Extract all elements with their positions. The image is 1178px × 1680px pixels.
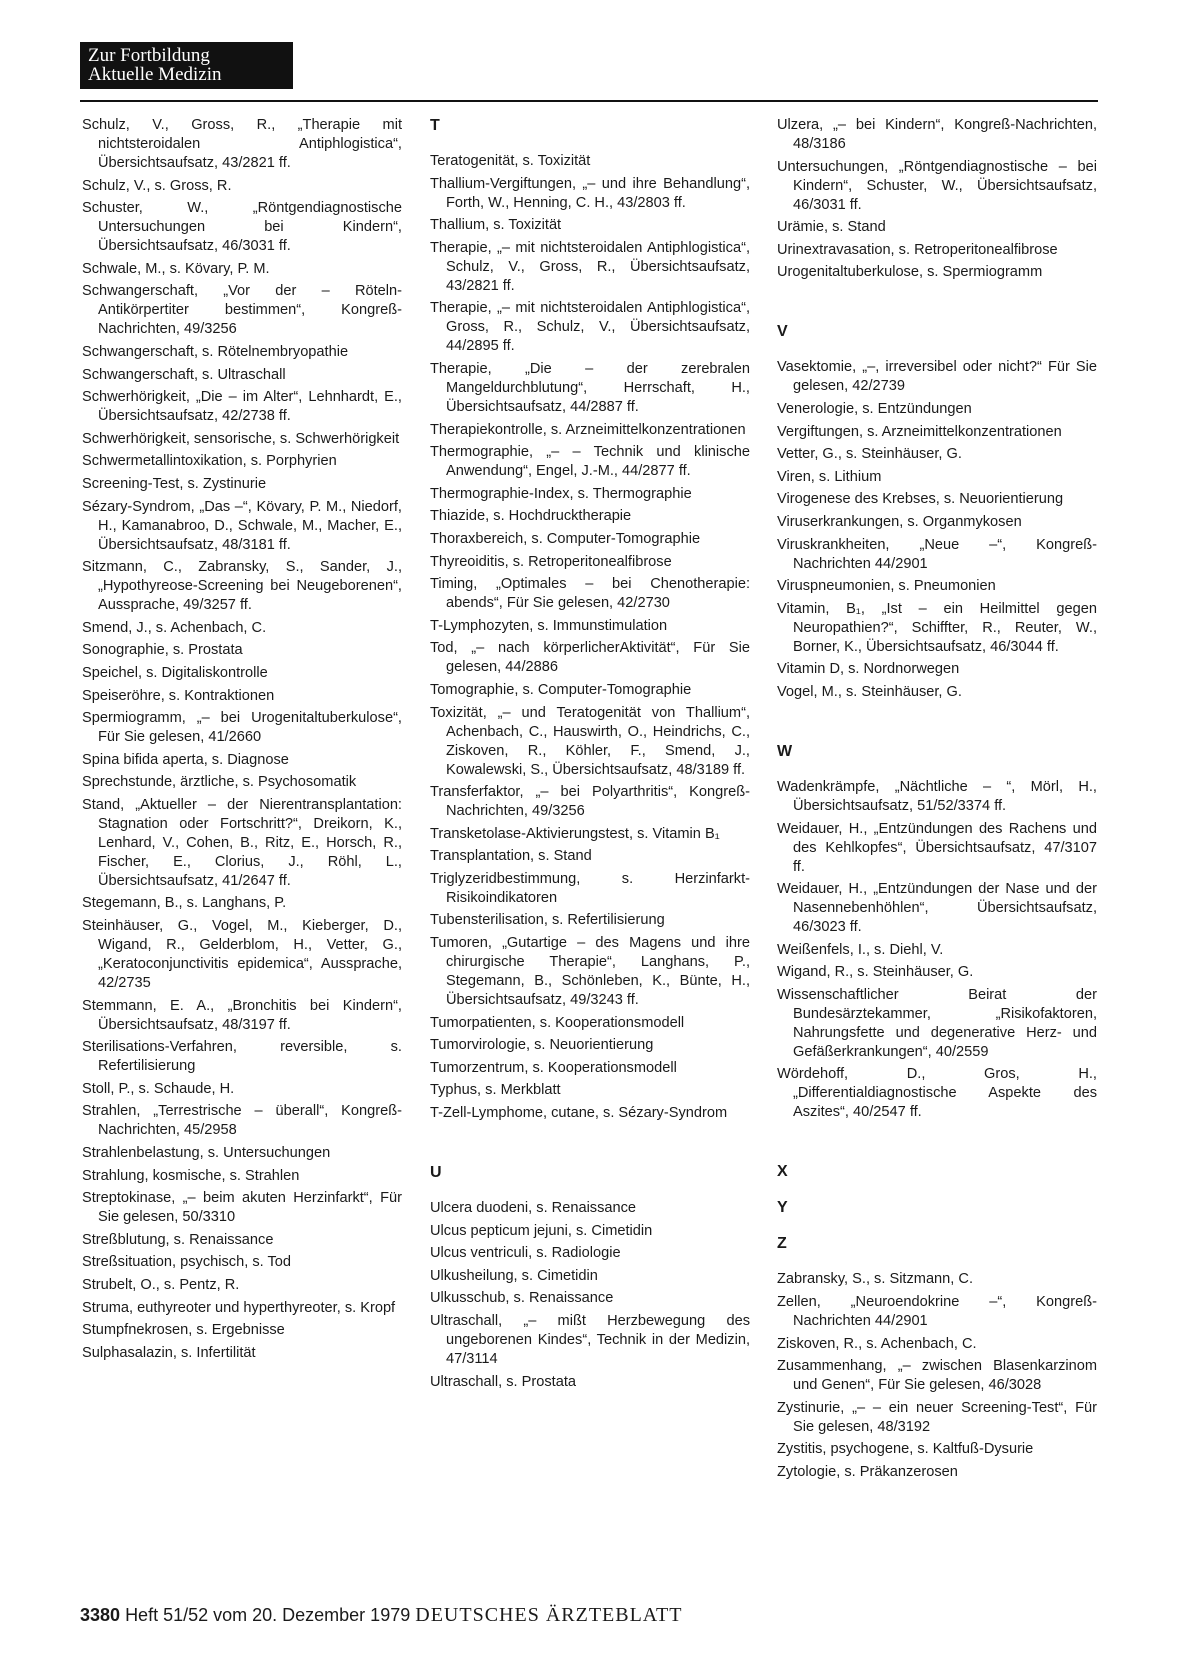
index-entry: Untersuchungen, „Röntgendiagnostische – bei Kindern“, Schuster, W., Übersichtsaufsatz, 46/3031 ff. bbox=[777, 158, 1097, 213]
index-entry: T-Lymphozyten, s. Immunstimulation bbox=[430, 617, 668, 634]
index-entry: Strahlenbelastung, s. Untersuchungen bbox=[82, 1145, 331, 1162]
index-entry: Thermographie-Index, s. Thermographie bbox=[430, 485, 692, 502]
index-entry: Steinhäuser, G., Vogel, M., Kieberger, D., Wigand, R., Gelderblom, H., Vetter, G., „Keratoconjunctivitis epidemica“, Aussprache, 42/2735 bbox=[82, 918, 402, 992]
index-entry: Thoraxbereich, s. Computer-Tomographie bbox=[430, 530, 701, 547]
index-entry: Weißenfels, I., s. Diehl, V. bbox=[777, 941, 944, 958]
index-entry: Venerologie, s. Entzündungen bbox=[777, 400, 972, 417]
index-entry: Therapie, „– mit nichtsteroidalen Antiphlogistica“, Gross, R., Schulz, V., Übersichtsaufsatz, 44/2895 ff. bbox=[430, 300, 750, 355]
section-header-line1: Zur Fortbildung bbox=[88, 45, 210, 66]
index-entry: Sonographie, s. Prostata bbox=[82, 642, 243, 659]
index-entry: Spina bifida aperta, s. Diagnose bbox=[82, 751, 289, 768]
index-entry: Therapiekontrolle, s. Arzneimittelkonzentrationen bbox=[430, 421, 746, 438]
section-letter: Z bbox=[777, 1235, 787, 1253]
index-entry: Spermiogramm, „– bei Urogenitaltuberkulose“, Für Sie gelesen, 41/2660 bbox=[82, 710, 402, 746]
index-entry: Transferfaktor, „– bei Polyarthritis“, Kongreß-Nachrichten, 49/3256 bbox=[430, 784, 750, 820]
index-entry: Urinextravasation, s. Retroperitonealfibrose bbox=[777, 241, 1058, 258]
index-entry: Ulkusheilung, s. Cimetidin bbox=[430, 1267, 598, 1284]
index-entry: Wördehoff, D., Gros, H., „Differentialdiagnostische Aspekte des Aszites“, 40/2547 ff. bbox=[777, 1066, 1097, 1121]
index-entry: Strubelt, O., s. Pentz, R. bbox=[82, 1277, 240, 1293]
index-entry: Schulz, V., s. Gross, R. bbox=[82, 177, 232, 194]
index-entry: Zellen, „Neuroendokrine –“, Kongreß-Nachrichten 44/2901 bbox=[777, 1294, 1097, 1330]
section-letter: W bbox=[777, 742, 793, 760]
index-column-2 bbox=[430, 116, 750, 1395]
index-entry: Screening-Test, s. Zystinurie bbox=[82, 475, 267, 492]
index-entry: Sézary-Syndrom, „Das –“, Kövary, P. M., Niedorf, H., Kamanabroo, D., Schwale, M., Macher, E., Übersichtsaufsatz, 48/3181 ff. bbox=[82, 498, 402, 553]
index-entry: Tumorvirologie, s. Neuorientierung bbox=[430, 1037, 654, 1054]
index-entry: Schwerhörigkeit, „Die – im Alter“, Lehnhardt, E., Übersichtsaufsatz, 42/2738 ff. bbox=[82, 389, 402, 425]
index-entry: Therapie, „– mit nichtsteroidalen Antiphlogistica“, Schulz, V., Gross, R., Übersichtsaufsatz, 43/2821 ff. bbox=[430, 239, 750, 294]
index-entry: Stemmann, E. A., „Bronchitis bei Kindern“, Übersichtsaufsatz, 48/3197 ff. bbox=[82, 997, 402, 1033]
index-entry: Stoll, P., s. Schaude, H. bbox=[82, 1080, 235, 1097]
index-entry: Transketolase-Aktivierungstest, s. Vitamin B₁ bbox=[430, 825, 720, 842]
index-entry: Typhus, s. Merkblatt bbox=[430, 1082, 561, 1099]
section-header-line2: Aktuelle Medizin bbox=[88, 64, 222, 85]
index-entry: Schwangerschaft, s. Rötelnembryopathie bbox=[82, 343, 349, 360]
index-entry: Ultraschall, s. Prostata bbox=[430, 1373, 576, 1390]
index-entry: Zabransky, S., s. Sitzmann, C. bbox=[777, 1271, 973, 1288]
issue-info: Heft 51/52 vom 20. Dezember 1979 bbox=[125, 1605, 411, 1625]
index-entry: Vasektomie, „–, irreversibel oder nicht?“ Für Sie gelesen, 42/2739 bbox=[777, 359, 1097, 395]
index-entry: Vitamin D, s. Nordnorwegen bbox=[777, 661, 960, 678]
index-entry: Smend, J., s. Achenbach, C. bbox=[82, 619, 267, 636]
index-entry: Viruspneumonien, s. Pneumonien bbox=[777, 578, 996, 595]
index-entry: Ulcus ventriculi, s. Radiologie bbox=[430, 1245, 621, 1262]
index-entry: Triglyzeridbestimmung, s. Herzinfarkt-Risikoindikatoren bbox=[430, 870, 750, 906]
index-entry: Schwangerschaft, „Vor der – Röteln-Antikörpertiter bestimmen“, Kongreß-Nachrichten, 49/3256 bbox=[82, 283, 402, 338]
index-entry: Therapie, „Die – der zerebralen Mangeldurchblutung“, Herrschaft, H., Übersichtsaufsatz, 44/2887 ff. bbox=[430, 360, 750, 415]
index-entry: Vitamin, B₁, „Ist – ein Heilmittel gegen Neuropathien?“, Schiffter, R., Reuter, W., Borner, K., Übersichtsaufsatz, 46/3044 ff. bbox=[777, 600, 1097, 655]
index-entry: Thermographie, „– – Technik und klinische Anwendung“, Engel, J.-M., 44/2877 ff. bbox=[430, 444, 750, 480]
index-entry: Tumorzentrum, s. Kooperationsmodell bbox=[430, 1059, 677, 1076]
index-entry: Wadenkrämpfe, „Nächtliche – “, Mörl, H., Übersichtsaufsatz, 51/52/3374 ff. bbox=[777, 778, 1097, 814]
index-entry: Schwale, M., s. Kövary, P. M. bbox=[82, 260, 270, 277]
index-entry: Sprechstunde, ärztliche, s. Psychosomatik bbox=[82, 774, 357, 791]
index-entry: Strahlen, „Terrestrische – überall“, Kongreß-Nachrichten, 45/2958 bbox=[82, 1103, 402, 1139]
index-entry: Wissenschaftlicher Beirat der Bundesärztekammer, „Risikofaktoren, Nahrungsfette und degenerative Herz- und Gefäßerkrankungen“, 40/2559 bbox=[777, 986, 1097, 1060]
index-entry: Stegemann, B., s. Langhans, P. bbox=[82, 895, 287, 912]
index-entry: Schwerhörigkeit, sensorische, s. Schwerhörigkeit bbox=[82, 430, 400, 447]
index-entry: Tomographie, s. Computer-Tomographie bbox=[430, 681, 692, 698]
index-entry: Schwermetallintoxikation, s. Porphyrien bbox=[82, 453, 337, 470]
index-entry: Speichel, s. Digitaliskontrolle bbox=[82, 664, 268, 681]
index-entry: Ulzera, „– bei Kindern“, Kongreß-Nachrichten, 48/3186 bbox=[777, 117, 1097, 152]
index-entry: Ulcus pepticum jejuni, s. Cimetidin bbox=[430, 1222, 653, 1239]
index-entry: Thallium, s. Toxizität bbox=[430, 217, 562, 234]
index-entry: Timing, „Optimales – bei Chenotherapie: abends“, Für Sie gelesen, 42/2730 bbox=[430, 576, 750, 612]
section-header-box bbox=[80, 42, 293, 89]
section-letter: Y bbox=[777, 1199, 788, 1217]
index-entry: Streptokinase, „– beim akuten Herzinfarkt“, Für Sie gelesen, 50/3310 bbox=[82, 1190, 402, 1226]
index-entry: Streßsituation, psychisch, s. Tod bbox=[82, 1254, 292, 1271]
index-column-1 bbox=[82, 116, 402, 1366]
index-entry: Virogenese des Krebses, s. Neuorientierung bbox=[777, 491, 1064, 508]
index-entry: Tumorpatienten, s. Kooperationsmodell bbox=[430, 1014, 685, 1031]
index-entry: Zytologie, s. Präkanzerosen bbox=[777, 1464, 958, 1481]
index-entry: Wigand, R., s. Steinhäuser, G. bbox=[777, 964, 974, 981]
index-entry: Thyreoiditis, s. Retroperitonealfibrose bbox=[430, 553, 672, 570]
index-column-3 bbox=[777, 116, 1097, 1486]
index-entry: Viruserkrankungen, s. Organmykosen bbox=[777, 513, 1022, 530]
index-entry: Schulz, V., Gross, R., „Therapie mit nichtsteroidalen Antiphlogistica“, Übersichtsaufsatz, 43/2821 ff. bbox=[82, 117, 402, 171]
index-entry: Vergiftungen, s. Arzneimittelkonzentrationen bbox=[777, 423, 1062, 440]
index-entry: Toxizität, „– und Teratogenität von Thallium“, Achenbach, C., Hauswirth, O., Heindrichs, C., Ziskoven, R., Köhler, F., Smend, J., Kowalewski, S., Übersichtsaufsatz, 48/3189 ff. bbox=[430, 704, 750, 778]
index-entry: Thiazide, s. Hochdrucktherapie bbox=[430, 508, 632, 525]
index-entry: Sulphasalazin, s. Infertilität bbox=[82, 1344, 256, 1361]
index-entry: Stand, „Aktueller – der Nierentransplantation: Stagnation oder Fortschritt?“, Dreikorn, K., Lenhard, V., Cohen, B., Ritz, E., Horsch, R., Fischer, E., Clorius, J., Röhl, L., Übersichtsaufsatz, 41/2647 ff. bbox=[82, 796, 402, 889]
index-entry: Zystitis, psychogene, s. Kaltfuß-Dysurie bbox=[777, 1441, 1034, 1458]
index-entry: Viren, s. Lithium bbox=[777, 468, 882, 485]
index-entry: Zystinurie, „– – ein neuer Screening-Test“, Für Sie gelesen, 48/3192 bbox=[777, 1399, 1097, 1435]
section-letter: X bbox=[777, 1163, 788, 1181]
index-entry: Schuster, W., „Röntgendiagnostische Untersuchungen bei Kindern“, Übersichtsaufsatz, 46/3031 ff. bbox=[82, 200, 402, 255]
index-entry: Strahlung, kosmische, s. Strahlen bbox=[82, 1167, 300, 1184]
index-entry: Schwangerschaft, s. Ultraschall bbox=[82, 366, 286, 383]
index-entry: Urogenitaltuberkulose, s. Spermiogramm bbox=[777, 264, 1043, 281]
index-entry: Tumoren, „Gutartige – des Magens und ihre chirurgische Therapie“, Langhans, P., Stegemann, B., Schönleben, K., Bünte, H., Übersichtsaufsatz, 49/3243 ff. bbox=[430, 935, 750, 1009]
index-entry: Teratogenität, s. Toxizität bbox=[430, 153, 591, 169]
index-entry: Streßblutung, s. Renaissance bbox=[82, 1231, 274, 1248]
index-entry: Transplantation, s. Stand bbox=[430, 848, 592, 865]
section-letter: U bbox=[430, 1164, 442, 1182]
index-entry: Ulcera duodeni, s. Renaissance bbox=[430, 1200, 637, 1217]
index-entry: Viruskrankheiten, „Neue –“, Kongreß-Nachrichten 44/2901 bbox=[777, 536, 1097, 572]
index-entry: Sterilisations-Verfahren, reversible, s. Refertilisierung bbox=[82, 1039, 402, 1075]
magazine-name: DEUTSCHES ÄRZTEBLATT bbox=[415, 1604, 683, 1626]
section-letter: V bbox=[777, 323, 788, 341]
header-rule bbox=[80, 100, 1098, 102]
index-entry: Ultraschall, „– mißt Herzbewegung des ungeborenen Kindes“, Technik in der Medizin, 47/3114 bbox=[430, 1313, 750, 1367]
index-entry: Speiseröhre, s. Kontraktionen bbox=[82, 687, 275, 704]
index-entry: Ziskoven, R., s. Achenbach, C. bbox=[777, 1335, 977, 1352]
index-entry: Vogel, M., s. Steinhäuser, G. bbox=[777, 683, 962, 700]
index-entry: Sitzmann, C., Zabransky, S., Sander, J., „Hypothyreose-Screening bei Neugeborenen“, Aussprache, 49/3257 ff. bbox=[82, 559, 402, 614]
index-entry: Zusammenhang, „– zwischen Blasenkarzinom und Genen“, Für Sie gelesen, 46/3028 bbox=[777, 1358, 1097, 1394]
page-number: 3380 bbox=[80, 1605, 121, 1625]
index-entry: Struma, euthyreoter und hyperthyreoter, s. Kropf bbox=[82, 1299, 396, 1316]
index-entry: Weidauer, H., „Entzündungen des Rachens und des Kehlkopfes“, Übersichtsaufsatz, 47/3107 ff. bbox=[777, 820, 1097, 875]
index-entry: Ulkusschub, s. Renaissance bbox=[430, 1290, 614, 1307]
index-entry: Thallium-Vergiftungen, „– und ihre Behandlung“, Forth, W., Henning, C. H., 43/2803 ff. bbox=[430, 175, 750, 211]
index-entry: Tubensterilisation, s. Refertilisierung bbox=[430, 912, 665, 929]
page-footer bbox=[80, 1604, 682, 1627]
index-entry: Urämie, s. Stand bbox=[777, 219, 886, 236]
index-entry: Tod, „– nach körperlicherAktivität“, Für Sie gelesen, 44/2886 bbox=[430, 640, 750, 676]
section-letter: T bbox=[430, 117, 440, 134]
index-entry: Stumpfnekrosen, s. Ergebnisse bbox=[82, 1322, 285, 1339]
index-entry: Weidauer, H., „Entzündungen der Nase und der Nasennebenhöhlen“, Übersichtsaufsatz, 46/3023 ff. bbox=[777, 881, 1097, 936]
index-entry: T-Zell-Lymphome, cutane, s. Sézary-Syndrom bbox=[430, 1105, 728, 1122]
index-entry: Vetter, G., s. Steinhäuser, G. bbox=[777, 446, 962, 463]
